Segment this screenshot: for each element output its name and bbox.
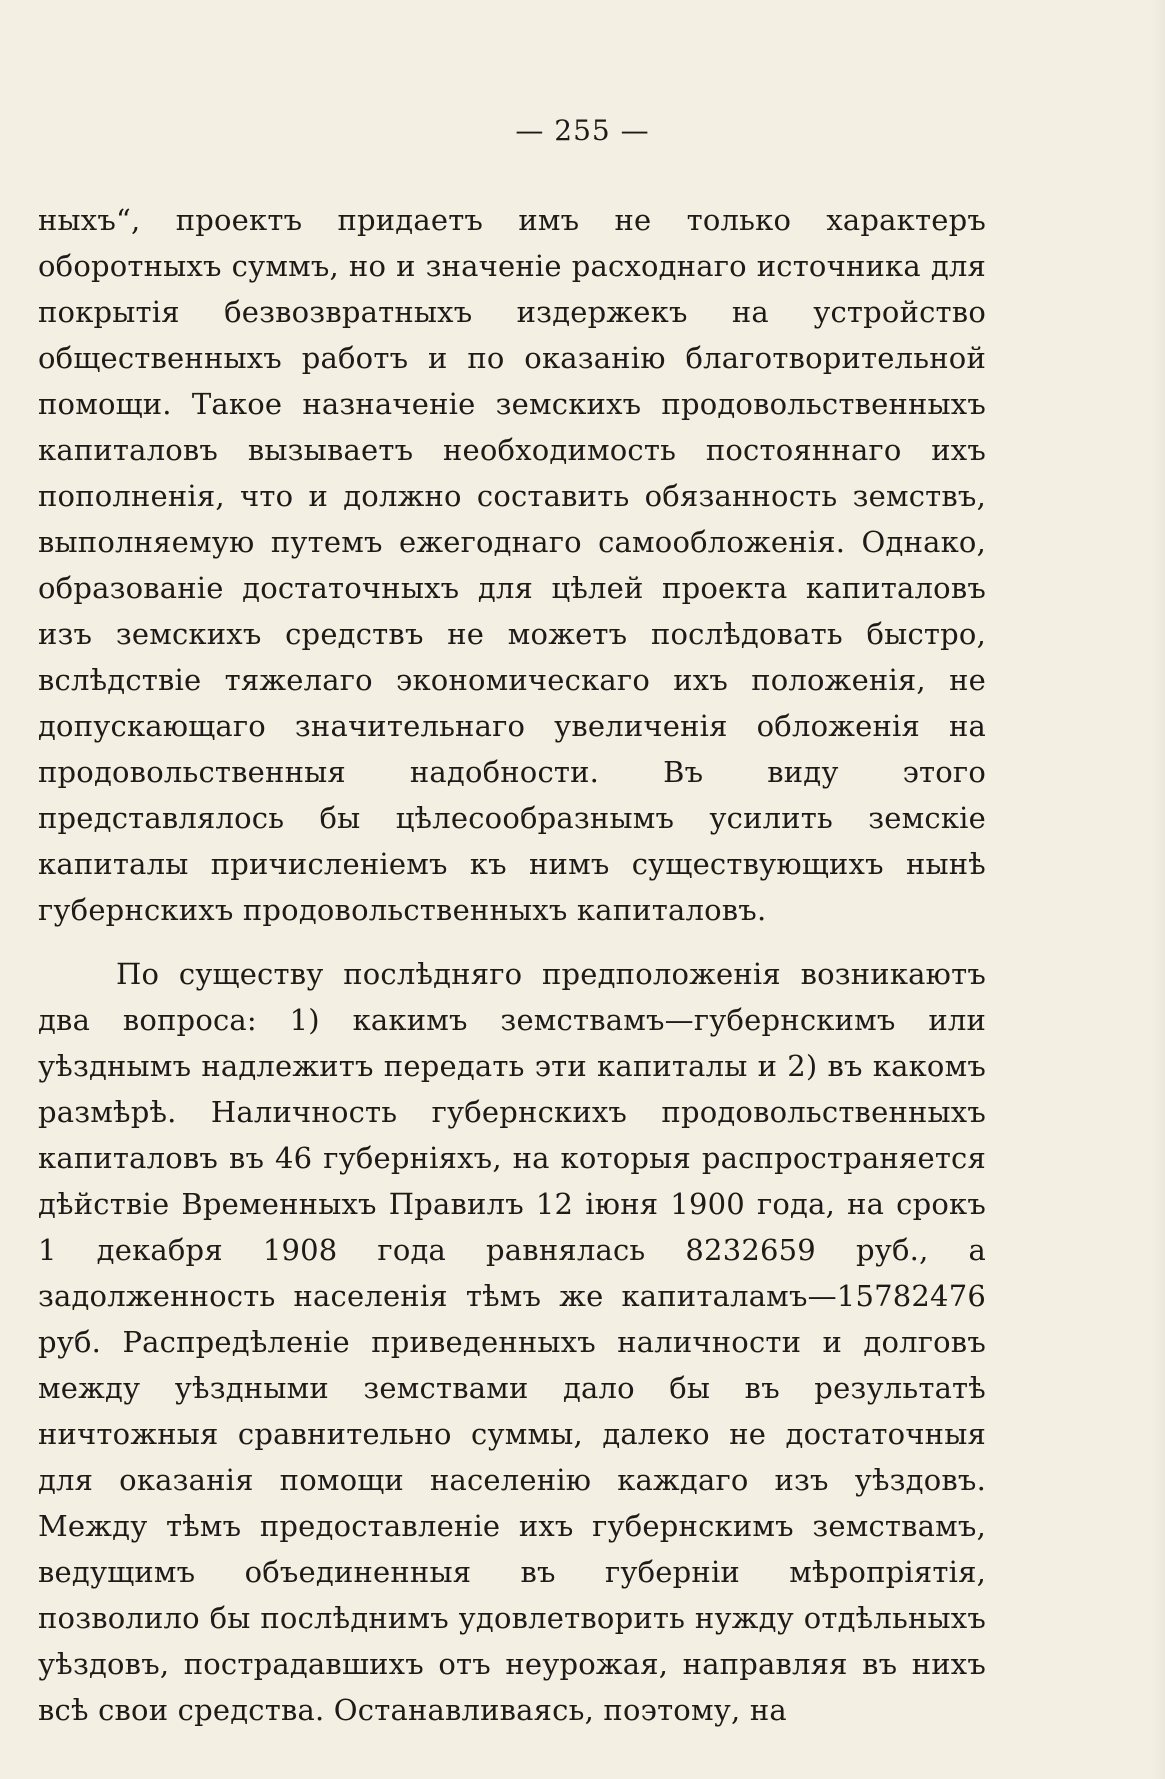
paper-edge-shadow <box>1151 0 1165 1779</box>
paragraph-1: ныхъ“, проектъ придаетъ имъ не только характеръ оборотныхъ суммъ, но и значеніе расходнаго источника для покрытія безвозвратныхъ издержекъ на устройство общественныхъ работъ и по оказанію благотворительной помощи. Такое назначеніе земскихъ продовольственныхъ капиталовъ вызываетъ необходимость постояннаго ихъ пополненія, что и должно составить обязанность земствъ, выполняемую путемъ ежегоднаго самообложенія. Однако, образованіе достаточныхъ для цѣлей проекта капиталовъ изъ земскихъ средствъ не можетъ послѣдовать быстро, вслѣдствіе тяжелаго экономическаго ихъ положенія, не допускающаго значительнаго увеличенія обложенія на продовольственныя надобности. Въ виду этого представлялось бы цѣлесообразнымъ усилить земскіе капиталы причисленіемъ къ нимъ существующихъ нынѣ губернскихъ продовольственныхъ капиталовъ. <box>38 203 986 927</box>
paragraph-2: По существу послѣдняго предположенія возникаютъ два вопроса: 1) какимъ земствамъ—губернскимъ или уѣзднымъ надлежитъ передать эти капиталы и 2) въ какомъ размѣрѣ. Наличность губернскихъ продовольственныхъ капиталовъ въ 46 губерніяхъ, на которыя распространяется дѣйствіе Временныхъ Правилъ 12 іюня 1900 года, на срокъ 1 декабря 1908 года равнялась 8232659 руб., а задолженность населенія тѣмъ же капиталамъ—15782476 руб. Распредѣленіе приведенныхъ наличности и долговъ между уѣздными земствами дало бы въ результатѣ ничтожныя сравнительно суммы, далеко не достаточныя для оказанія помощи населенію каждаго изъ уѣздовъ. Между тѣмъ предоставленіе ихъ губернскимъ земствамъ, ведущимъ объединенныя въ губерніи мѣропріятія, позволило бы послѣднимъ удовлетворить нужду отдѣльныхъ уѣздовъ, пострадавшихъ отъ неурожая, направляя въ нихъ всѣ свои средства. Останавливаясь, поэтому, на <box>38 957 986 1727</box>
page-number: — 255 — <box>515 114 650 147</box>
body-text <box>38 197 986 1733</box>
